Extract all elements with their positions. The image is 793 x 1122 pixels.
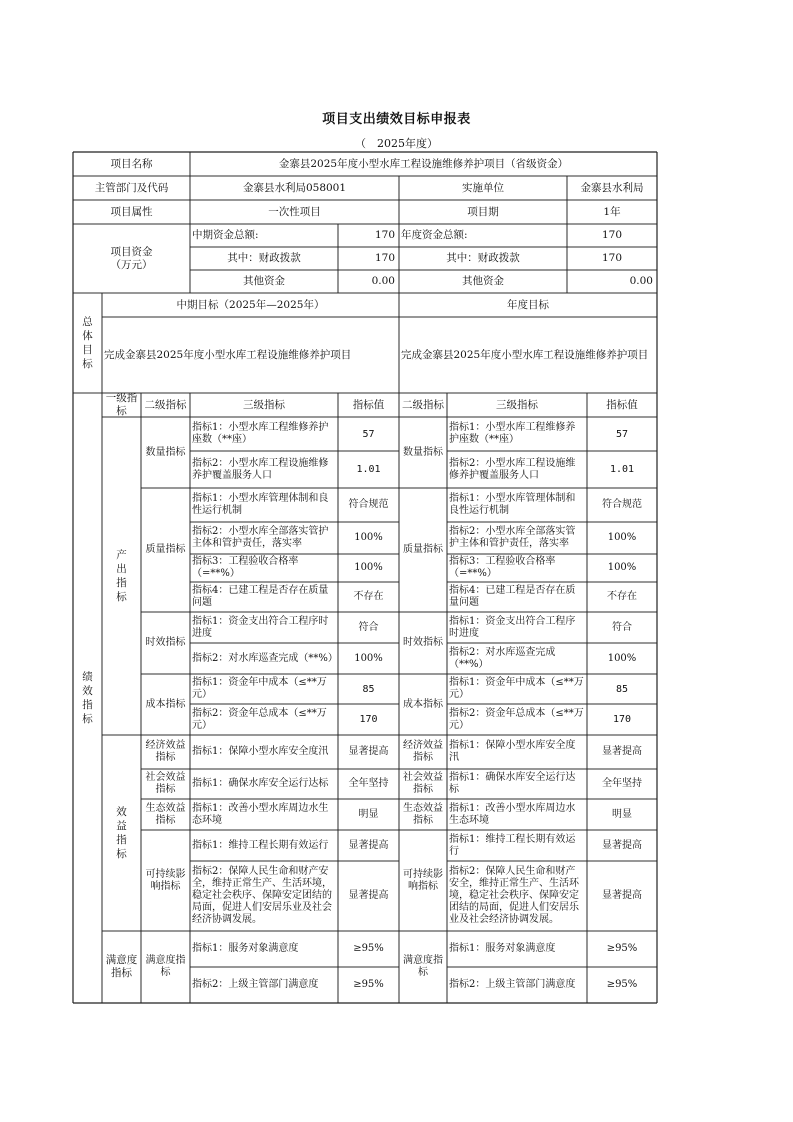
level2-social-annual: 社会效益指标 [403, 772, 443, 795]
indicator-name-annual: 指标1：小型水库管理体制和良性运行机制 [449, 493, 576, 516]
level2-quality-annual: 质量指标 [403, 544, 443, 555]
level2-time-annual: 时效指标 [403, 637, 443, 648]
overall-goal-label-char: 体 [82, 330, 93, 342]
year-total-value: 170 [601, 229, 623, 241]
indicator-name-annual: 指标4：已建工程是否存在质量问题 [449, 585, 576, 608]
performance-indicators-label [73, 393, 102, 1003]
project-name-label: 项目名称 [110, 157, 153, 170]
level1-output-char: 产 [116, 549, 127, 561]
mid-total-value: 170 [374, 229, 395, 241]
level1-benefit-char: 指 [116, 834, 127, 846]
level1-benefit [102, 735, 141, 931]
indicator-value: ≥95% [353, 979, 384, 990]
indicator-name: 指标2：资金年总成本（≤**万元） [192, 707, 327, 731]
indicator-value: 明显 [358, 808, 379, 820]
level1-output-char: 指 [116, 577, 127, 589]
indicator-name: 指标2：小型水库全部落实管护主体和管护责任，落实率 [192, 526, 329, 549]
indicator-value-annual: 不存在 [607, 591, 637, 602]
level1-benefit-char: 效 [116, 806, 127, 818]
mid-term-goal-text: 完成金寨县2025年度小型水库工程设施维修养护项目 [104, 348, 352, 361]
header-level3-annual: 三级指标 [496, 398, 538, 411]
header-level2-annual: 二级指标 [402, 398, 444, 411]
performance-indicators-label-char: 效 [82, 685, 93, 697]
level2-satisfaction-annual: 满意度指标 [403, 955, 443, 978]
indicator-value-annual: 1.01 [609, 464, 635, 475]
indicator-name: 指标2：小型水库工程设施维修养护覆盖服务人口 [192, 457, 329, 481]
indicator-name: 指标1：资金年中成本（≤**万元） [192, 677, 327, 700]
indicator-name: 指标1：保障小型水库安全度汛 [192, 746, 329, 757]
indicator-value: 100% [354, 562, 383, 573]
level2-satisfaction: 满意度指标 [145, 955, 186, 978]
indicator-name: 指标1：确保水库安全运行达标 [192, 778, 329, 789]
performance-indicators-label-char: 指 [82, 699, 93, 711]
indicator-name: 指标1：改善小型水库周边水生态环境 [192, 802, 329, 826]
indicator-value: 不存在 [353, 591, 384, 602]
level1-satisfaction: 满意度指标 [105, 954, 138, 979]
indicator-value: 85 [362, 683, 375, 695]
indicator-value: 显著提高 [348, 890, 389, 901]
indicator-value-annual: 显著提高 [602, 746, 642, 757]
year-other-value: 0.00 [629, 275, 653, 287]
indicator-name-annual: 指标1：保障小型水库安全度汛 [449, 740, 576, 763]
indicator-value-annual: 100% [607, 562, 637, 573]
indicator-name: 指标1：小型水库管理体制和良性运行机制 [192, 493, 329, 516]
mid-other-label: 其他资金 [243, 275, 285, 287]
level2-sustain: 可持续影响指标 [145, 868, 186, 892]
mid-fiscal-value: 170 [374, 252, 395, 264]
indicator-value-annual: 符合规范 [602, 499, 642, 510]
dept-label: 主管部门及代码 [94, 181, 169, 194]
header-level3: 三级指标 [243, 398, 285, 411]
report-year: （ 2025年度） [355, 137, 438, 150]
indicator-name-annual: 指标2：对水库巡查完成（**%） [449, 646, 556, 670]
level1-output-char: 出 [116, 563, 127, 575]
level2-quality: 质量指标 [145, 544, 186, 555]
indicator-value-annual: 100% [607, 532, 637, 543]
project-period-value: 1年 [603, 205, 621, 218]
indicator-value-annual: 100% [607, 652, 637, 664]
mid-other-value: 0.00 [371, 275, 395, 287]
indicator-value-annual: 85 [615, 683, 629, 695]
indicator-value-annual: 符合 [612, 621, 632, 633]
indicator-name-annual: 指标1：资金支出符合工程序时进度 [449, 615, 576, 639]
header-level2: 二级指标 [144, 398, 187, 411]
year-fiscal-value: 170 [601, 252, 623, 264]
indicator-value: 1.01 [356, 464, 381, 475]
impl-unit-value: 金寨县水利局 [580, 181, 644, 194]
level1-output-char: 标 [116, 591, 127, 603]
dept-value: 金寨县水利局058001 [242, 181, 347, 194]
indicator-name: 指标2：上级主管部门满意度 [192, 979, 319, 990]
indicator-value: 符合规范 [348, 499, 389, 510]
mid-total-label: 中期资金总额: [192, 229, 259, 241]
indicator-value: 100% [354, 652, 383, 664]
indicator-name: 指标3：工程验收合格率（=**%） [192, 556, 299, 579]
level2-economic: 经济效益指标 [145, 740, 186, 763]
level1-benefit-char: 益 [116, 820, 127, 832]
overall-goal-label [73, 293, 102, 393]
indicator-value: 170 [359, 714, 378, 725]
project-funds-label: 项目资金 （万元） [110, 245, 153, 271]
indicator-value-annual: 57 [615, 428, 629, 440]
level2-economic-annual: 经济效益指标 [403, 740, 443, 763]
level2-quantity: 数量指标 [145, 446, 186, 458]
impl-unit-label: 实施单位 [462, 181, 504, 194]
year-fiscal-label: 其中：财政拨款 [446, 252, 520, 264]
header-value: 指标值 [352, 398, 385, 411]
indicator-value-annual: 全年坚持 [602, 778, 642, 789]
level2-social: 社会效益指标 [145, 772, 186, 795]
header-level1: 一级指标 [105, 393, 138, 417]
level2-ecological-annual: 生态效益指标 [403, 802, 443, 826]
indicator-name: 指标1：资金支出符合工程序时进度 [192, 615, 329, 639]
indicator-name-annual: 指标1：小型水库工程维修养护座数（**座） [449, 422, 576, 445]
indicator-value-annual: 170 [612, 714, 632, 725]
indicator-name-annual: 指标3：工程验收合格率（=**%） [449, 556, 556, 579]
indicator-name-annual: 指标2：保障人民生命和财产安全，维持正常生产、生活环境，稳定社会秩序、保障安定团结的局面，促进人们安居乐业及社会经济协调发展。 [449, 866, 579, 925]
level2-time: 时效指标 [145, 637, 186, 648]
header-value-annual: 指标值 [606, 398, 638, 411]
level1-output [102, 417, 141, 735]
indicator-name-annual: 指标1：资金年中成本（≤**万元） [449, 677, 584, 700]
indicator-value-annual: ≥95% [606, 979, 638, 990]
project-name-value: 金寨县2025年度小型水库工程设施维修养护项目（省级资金） [278, 157, 569, 170]
year-total-label: 年度资金总额: [401, 229, 468, 241]
annual-goal-text: 完成金寨县2025年度小型水库工程设施维修养护项目 [401, 348, 649, 361]
indicator-name: 指标2：保障人民生命和财产安全，维持正常生产、生活环境，稳定社会秩序、保障安定团结的局面，促进人们安居乐业及社会经济协调发展。 [192, 866, 332, 925]
page-title: 项目支出绩效目标申报表 [322, 112, 471, 127]
level2-quantity-annual: 数量指标 [403, 446, 443, 458]
indicator-name: 指标2：对水库巡查完成（**%） [192, 652, 338, 664]
indicator-name-annual: 指标2：上级主管部门满意度 [449, 979, 576, 990]
indicator-name-annual: 指标1：服务对象满意度 [449, 943, 556, 954]
level1-benefit-char: 标 [116, 848, 127, 860]
level2-cost-annual: 成本指标 [403, 698, 443, 710]
indicator-value: ≥95% [353, 943, 384, 954]
project-attr-label: 项目属性 [110, 205, 153, 218]
indicator-value: 显著提高 [348, 746, 389, 757]
indicator-value-annual: 显著提高 [602, 839, 642, 851]
indicator-value: 57 [362, 428, 375, 440]
indicator-name: 指标1：小型水库工程维修养护座数（**座） [192, 422, 329, 445]
overall-goal-label-char: 目 [82, 344, 93, 356]
year-other-label: 其他资金 [462, 275, 504, 287]
performance-indicators-label-char: 标 [82, 713, 93, 725]
overall-goal-label-char: 总 [82, 316, 93, 328]
indicator-value: 全年坚持 [348, 778, 389, 789]
indicator-name-annual: 指标2：小型水库全部落实管护主体和管护责任，落实率 [449, 526, 576, 549]
indicator-value: 100% [354, 532, 383, 543]
indicator-name-annual: 指标1：维持工程长期有效运行 [449, 833, 576, 857]
level2-cost: 成本指标 [145, 698, 186, 710]
indicator-name-annual: 指标2：资金年总成本（≤**万元） [449, 707, 584, 731]
indicator-name: 指标1：服务对象满意度 [192, 943, 299, 954]
project-attr-value: 一次性项目 [268, 205, 321, 218]
indicator-value: 显著提高 [348, 839, 389, 851]
indicator-name: 指标1：维持工程长期有效运行 [192, 839, 329, 851]
indicator-name: 指标4：已建工程是否存在质量问题 [192, 585, 329, 608]
indicator-value: 符合 [358, 621, 379, 633]
mid-term-goal-header: 中期目标（2025年—2025年） [176, 298, 325, 311]
indicator-name-annual: 指标2：小型水库工程设施维修养护覆盖服务人口 [449, 457, 576, 481]
indicator-value-annual: 显著提高 [602, 890, 642, 901]
level2-sustain-annual: 可持续影响指标 [403, 868, 443, 892]
mid-fiscal-label: 其中：财政拨款 [227, 252, 301, 264]
indicator-name-annual: 指标1：改善小型水库周边水生态环境 [449, 802, 576, 826]
indicator-name-annual: 指标1：确保水库安全运行达标 [449, 772, 576, 795]
project-period-label: 项目期 [467, 205, 499, 218]
level2-ecological: 生态效益指标 [145, 802, 186, 826]
indicator-value-annual: ≥95% [606, 943, 638, 954]
performance-indicators-label-char: 绩 [82, 671, 93, 683]
overall-goal-label-char: 标 [82, 358, 93, 370]
annual-goal-header: 年度目标 [507, 298, 549, 311]
indicator-value-annual: 明显 [612, 808, 632, 820]
